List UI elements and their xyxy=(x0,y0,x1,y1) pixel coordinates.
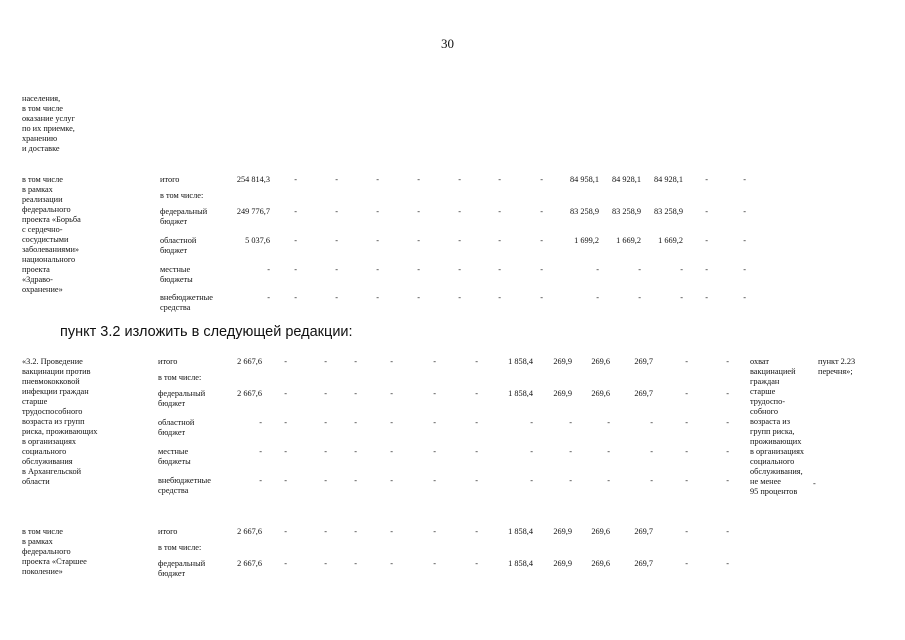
row-cell: - xyxy=(650,476,653,485)
row-cell: - xyxy=(354,559,357,568)
row-cell: - xyxy=(354,357,357,366)
row-total: 5 037,6 xyxy=(245,236,270,245)
row-cell: 84 958,1 xyxy=(569,175,599,184)
row-cell: 83 258,9 xyxy=(569,207,599,216)
row-cell: - xyxy=(705,207,708,216)
row-cell: - xyxy=(498,175,501,184)
row-cell: - xyxy=(335,236,338,245)
row-cell: 1 669,2 xyxy=(616,236,641,245)
row-label: итого xyxy=(160,175,180,184)
row-cell: - xyxy=(354,527,357,536)
row-cell: - xyxy=(685,527,688,536)
row-cell: - xyxy=(390,476,393,485)
row-cell: - xyxy=(498,236,501,245)
row-cell: - xyxy=(638,293,641,302)
row-label: внебюджетные средства xyxy=(158,476,211,495)
row-cell: - xyxy=(475,447,478,456)
row-cell: 1 858,4 xyxy=(508,357,533,366)
row-cell: - xyxy=(650,447,653,456)
row-cell: - xyxy=(607,447,610,456)
row-cell: - xyxy=(498,207,501,216)
row-cell: - xyxy=(475,527,478,536)
row-total: - xyxy=(267,265,270,274)
row-cell: - xyxy=(685,418,688,427)
row-label: местные бюджеты xyxy=(160,265,193,284)
row-cell: - xyxy=(680,265,683,274)
row-cell: - xyxy=(475,357,478,366)
row-cell: - xyxy=(596,293,599,302)
row-cell: - xyxy=(433,476,436,485)
row-cell: - xyxy=(417,175,420,184)
row-cell: 1 669,2 xyxy=(658,236,683,245)
row-cell: 269,6 xyxy=(591,559,610,568)
row-cell: - xyxy=(324,559,327,568)
row-cell: - xyxy=(540,236,543,245)
row-cell: - xyxy=(705,175,708,184)
row-cell: - xyxy=(284,389,287,398)
block2-title: «3.2. Проведение вакцинации против пневмококковой инфекции граждан старше трудоспособного возраста из групп риска, проживающих в организациях социального обслуживания в Архангельской области xyxy=(22,357,98,486)
row-cell: - xyxy=(390,447,393,456)
row-cell: 269,7 xyxy=(634,559,653,568)
row-cell: - xyxy=(530,418,533,427)
row-cell: - xyxy=(685,447,688,456)
row-cell: - xyxy=(685,476,688,485)
row-cell: - xyxy=(390,527,393,536)
row-label: в том числе: xyxy=(158,543,202,552)
row-total: - xyxy=(259,447,262,456)
row-cell: - xyxy=(705,236,708,245)
row-total: - xyxy=(259,418,262,427)
row-cell: - xyxy=(284,559,287,568)
row-cell: 269,7 xyxy=(634,357,653,366)
row-label: областной бюджет xyxy=(160,236,197,255)
row-cell: 269,7 xyxy=(634,527,653,536)
row-cell: - xyxy=(569,418,572,427)
row-cell: 269,6 xyxy=(591,357,610,366)
row-cell: - xyxy=(433,418,436,427)
row-cell: - xyxy=(354,447,357,456)
row-cell: 269,6 xyxy=(591,389,610,398)
row-cell: - xyxy=(498,265,501,274)
row-cell: - xyxy=(335,265,338,274)
row-cell: - xyxy=(390,389,393,398)
row-cell: - xyxy=(458,265,461,274)
row-cell: - xyxy=(376,207,379,216)
row-cell: 1 858,4 xyxy=(508,559,533,568)
row-cell: - xyxy=(726,357,729,366)
row-cell: - xyxy=(540,293,543,302)
row-cell: - xyxy=(294,293,297,302)
row-label: в том числе: xyxy=(160,191,204,200)
row-cell: - xyxy=(294,207,297,216)
row-cell: 1 858,4 xyxy=(508,527,533,536)
row-cell: - xyxy=(458,293,461,302)
row-cell: - xyxy=(376,175,379,184)
row-total: - xyxy=(267,293,270,302)
row-cell: - xyxy=(475,476,478,485)
block1-title: в том числе в рамках реализации федерального проекта «Борьба с сердечно- сосудистыми заболеваниями» национального проекта «Здраво- охранение» xyxy=(22,175,81,294)
row-cell: 269,7 xyxy=(634,389,653,398)
row-cell: - xyxy=(354,476,357,485)
row-cell: - xyxy=(417,265,420,274)
row-cell: - xyxy=(458,236,461,245)
row-cell: - xyxy=(433,447,436,456)
row-cell: - xyxy=(726,476,729,485)
row-cell: 269,9 xyxy=(553,389,572,398)
row-cell: - xyxy=(540,175,543,184)
row-cell: - xyxy=(596,265,599,274)
row-cell: - xyxy=(324,389,327,398)
row-cell: - xyxy=(294,236,297,245)
block2-reference: пункт 2.23 перечня»; xyxy=(818,357,856,376)
block3-title: в том числе в рамках федерального проекта «Старшее поколение» xyxy=(22,527,87,576)
row-cell: - xyxy=(650,418,653,427)
row-cell: - xyxy=(390,559,393,568)
row-cell: - xyxy=(433,559,436,568)
row-cell: - xyxy=(335,293,338,302)
row-cell: - xyxy=(324,357,327,366)
row-cell: 269,6 xyxy=(591,527,610,536)
row-cell: - xyxy=(685,357,688,366)
row-cell: - xyxy=(475,389,478,398)
row-cell: - xyxy=(530,447,533,456)
row-cell: - xyxy=(376,265,379,274)
row-cell: - xyxy=(354,389,357,398)
row-cell: 83 258,9 xyxy=(653,207,683,216)
row-cell: - xyxy=(726,389,729,398)
row-cell: - xyxy=(335,175,338,184)
row-cell: - xyxy=(354,418,357,427)
row-cell: - xyxy=(685,389,688,398)
row-cell: - xyxy=(433,527,436,536)
row-label: итого xyxy=(158,527,178,536)
row-cell: - xyxy=(607,476,610,485)
block2-indicator-dash: - xyxy=(813,479,816,488)
row-cell: - xyxy=(743,265,746,274)
row-total: 2 667,6 xyxy=(237,357,262,366)
row-cell: - xyxy=(324,527,327,536)
row-cell: 84 928,1 xyxy=(611,175,641,184)
row-cell: - xyxy=(607,418,610,427)
row-cell: - xyxy=(284,476,287,485)
row-cell: - xyxy=(335,207,338,216)
row-cell: - xyxy=(743,236,746,245)
row-total: 2 667,6 xyxy=(237,559,262,568)
row-cell: - xyxy=(417,236,420,245)
row-total: - xyxy=(259,476,262,485)
row-cell: - xyxy=(540,265,543,274)
row-label: федеральный бюджет xyxy=(158,559,206,578)
row-cell: - xyxy=(376,293,379,302)
row-cell: - xyxy=(417,207,420,216)
row-total: 254 814,3 xyxy=(236,175,270,184)
row-label: областной бюджет xyxy=(158,418,195,437)
row-cell: 84 928,1 xyxy=(653,175,683,184)
row-cell: - xyxy=(498,293,501,302)
row-label: внебюджетные средства xyxy=(160,293,213,312)
row-cell: - xyxy=(284,447,287,456)
row-cell: - xyxy=(433,389,436,398)
row-cell: - xyxy=(685,559,688,568)
row-cell: - xyxy=(284,357,287,366)
row-cell: - xyxy=(726,559,729,568)
row-cell: - xyxy=(294,265,297,274)
row-cell: 1 858,4 xyxy=(508,389,533,398)
row-cell: - xyxy=(475,418,478,427)
row-label: местные бюджеты xyxy=(158,447,191,466)
row-cell: - xyxy=(530,476,533,485)
row-cell: - xyxy=(284,418,287,427)
row-total: 2 667,6 xyxy=(237,389,262,398)
row-cell: 1 699,2 xyxy=(574,236,599,245)
row-total: 249 776,7 xyxy=(236,207,270,216)
row-cell: - xyxy=(705,265,708,274)
row-cell: - xyxy=(458,175,461,184)
row-cell: - xyxy=(569,447,572,456)
row-cell: - xyxy=(726,447,729,456)
row-cell: - xyxy=(390,418,393,427)
row-cell: - xyxy=(743,207,746,216)
row-cell: 269,9 xyxy=(553,357,572,366)
row-cell: - xyxy=(376,236,379,245)
row-cell: - xyxy=(475,559,478,568)
row-cell: - xyxy=(417,293,420,302)
row-cell: - xyxy=(390,357,393,366)
row-label: федеральный бюджет xyxy=(160,207,208,226)
row-cell: - xyxy=(743,293,746,302)
row-cell: - xyxy=(458,207,461,216)
row-cell: 269,9 xyxy=(553,527,572,536)
row-cell: 269,9 xyxy=(553,559,572,568)
row-cell: - xyxy=(638,265,641,274)
row-label: федеральный бюджет xyxy=(158,389,206,408)
row-cell: - xyxy=(324,476,327,485)
row-cell: - xyxy=(324,418,327,427)
row-label: в том числе: xyxy=(158,373,202,382)
page-number: 30 xyxy=(441,36,454,51)
row-cell: - xyxy=(569,476,572,485)
row-cell: - xyxy=(294,175,297,184)
section-heading: пункт 3.2 изложить в следующей редакции: xyxy=(60,324,353,340)
row-cell: - xyxy=(433,357,436,366)
row-cell: - xyxy=(680,293,683,302)
row-cell: 83 258,9 xyxy=(611,207,641,216)
row-cell: - xyxy=(284,527,287,536)
row-label: итого xyxy=(158,357,178,366)
row-cell: - xyxy=(743,175,746,184)
row-cell: - xyxy=(726,418,729,427)
block2-indicator: охват вакцинацией граждан старше трудоспо- собного возраста из групп риска, проживающих в организациях социального обслуживания, не менее 95 процентов xyxy=(750,357,805,496)
row-cell: - xyxy=(540,207,543,216)
row-cell: - xyxy=(324,447,327,456)
carry-over-text: населения, в том числе оказание услуг по их приемке, хранению и доставке xyxy=(22,94,75,153)
row-cell: - xyxy=(705,293,708,302)
row-total: 2 667,6 xyxy=(237,527,262,536)
row-cell: - xyxy=(726,527,729,536)
